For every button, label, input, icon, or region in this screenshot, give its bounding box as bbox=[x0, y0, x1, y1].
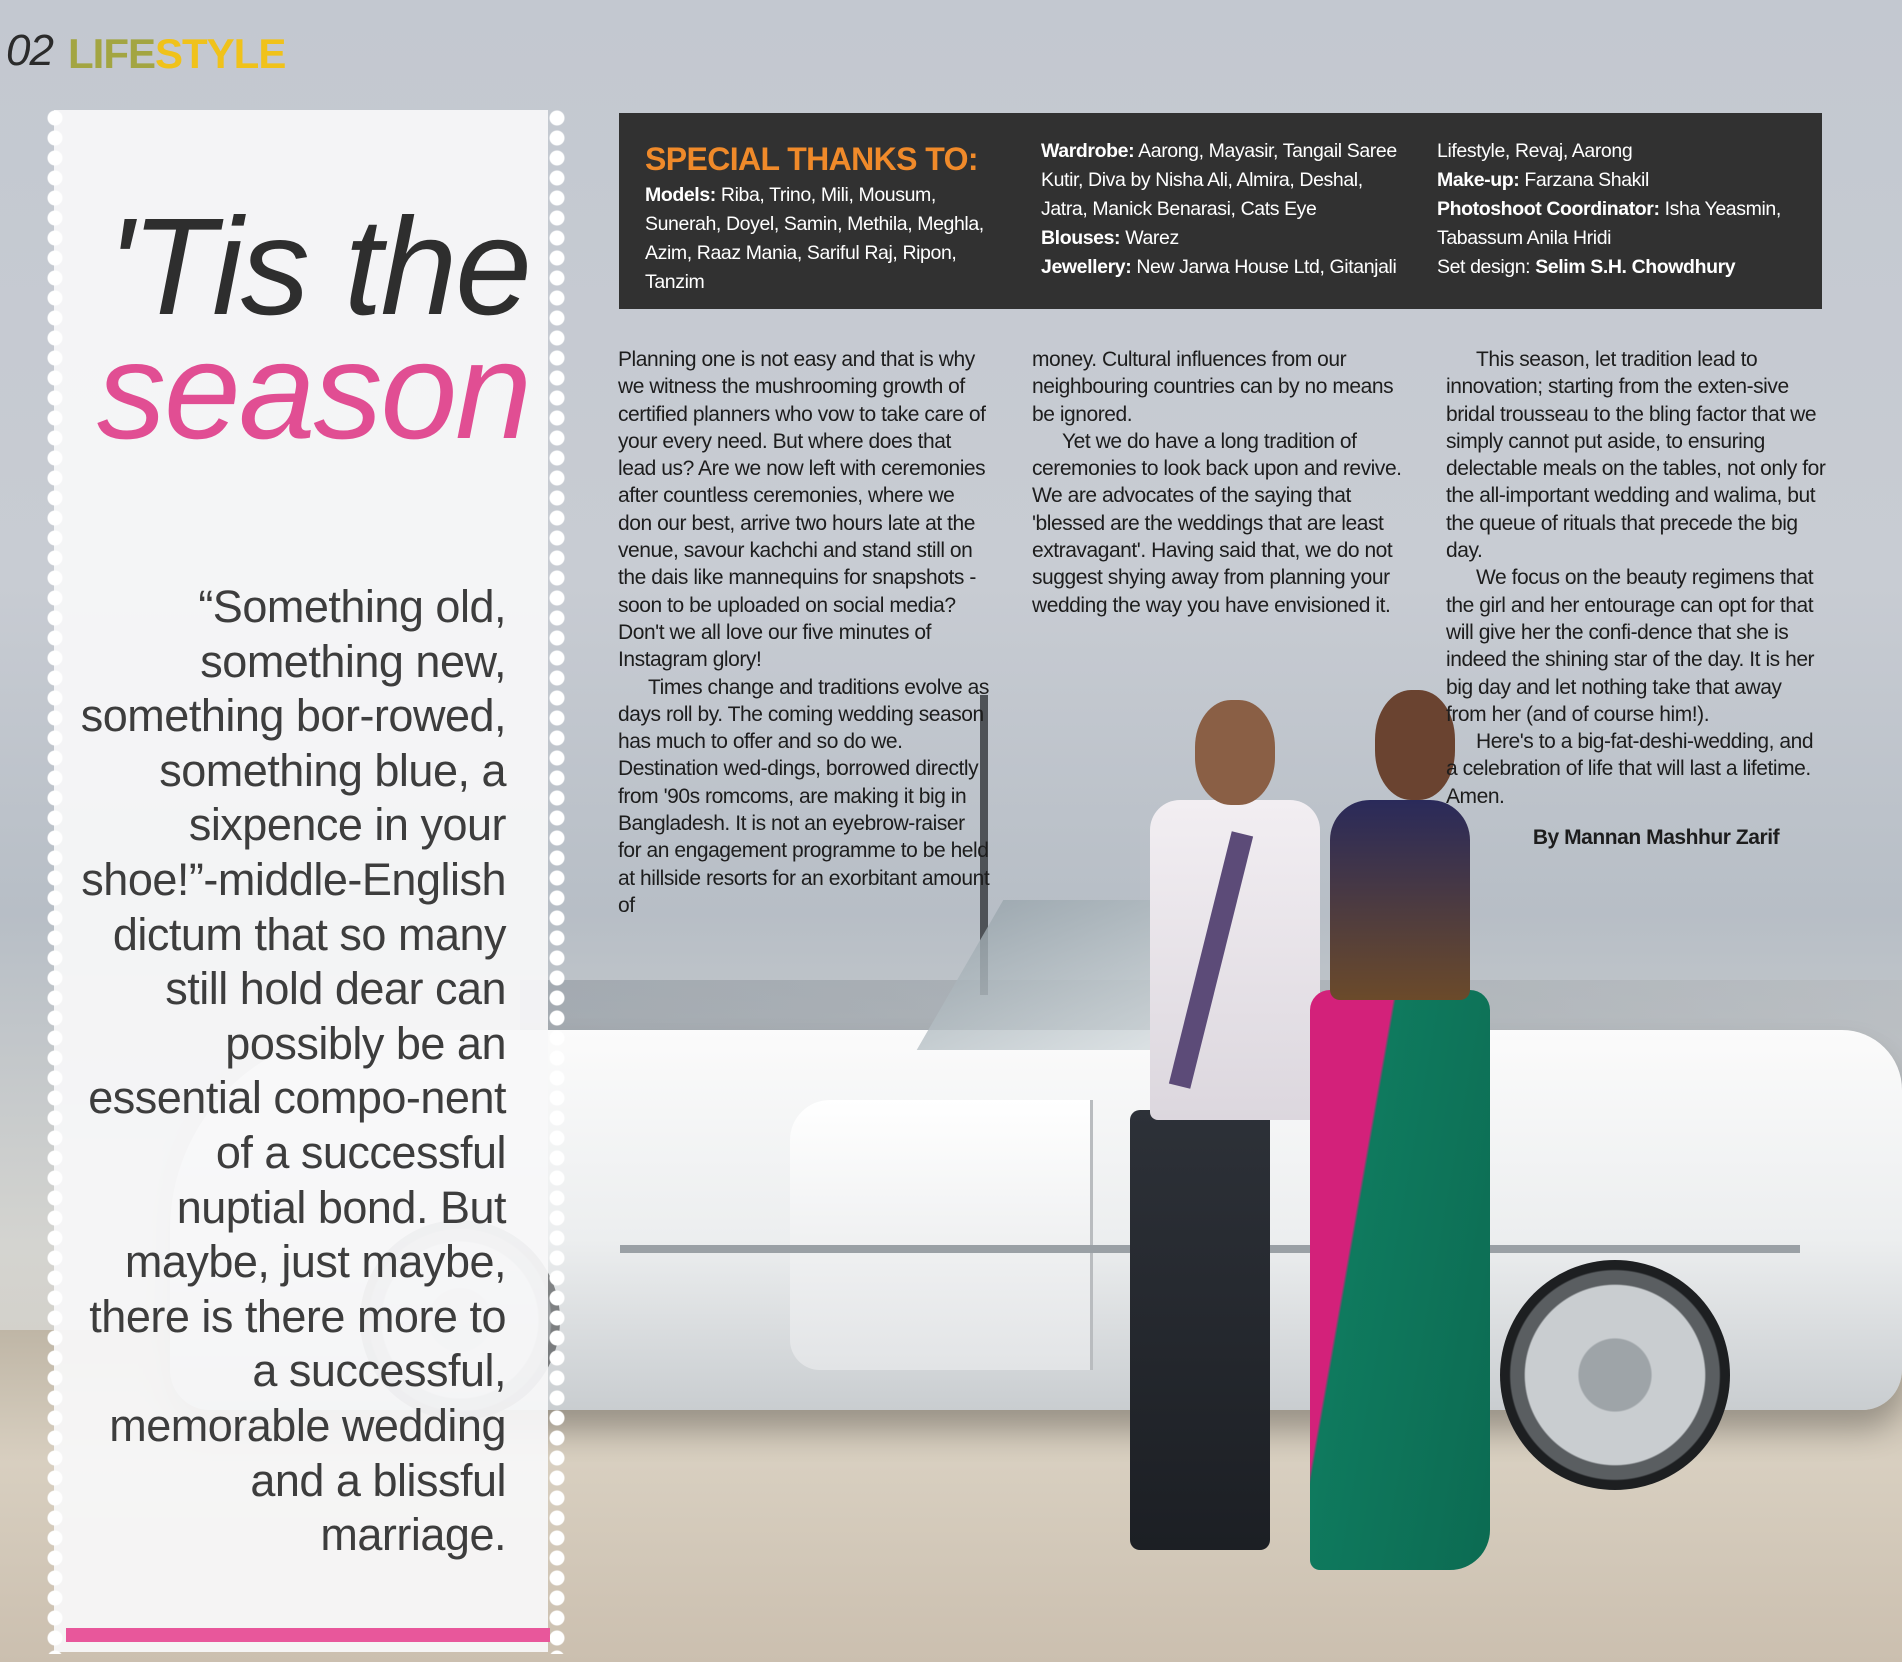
makeup-label: Make-up: bbox=[1437, 169, 1520, 191]
section-life: LIFE bbox=[68, 30, 155, 77]
wardrobe-label: Wardrobe: bbox=[1041, 140, 1135, 162]
bride-saree bbox=[1310, 990, 1490, 1570]
article-paragraph: Yet we do have a long tradition of ceremonies to look back upon and revive. We are advocates of the saying that 'blessed are the weddings that are least extravagant'. Having said that, we do not suggest shying away from planning your wedding the way you have envisioned it. bbox=[1032, 429, 1402, 617]
article-column-3 bbox=[1446, 346, 1826, 851]
bride-head bbox=[1375, 690, 1455, 800]
page-number: 02 bbox=[6, 26, 53, 75]
pull-quote: “Something old, something new, something bor-rowed, something blue, a sixpence in your shoe!”-middle-English dictum that so many still hold dear can possibly be an essential compo-nent of a successful nuptial bond. But maybe, just maybe, there is there more to a successful, memorable wedding and a blissful marriage. bbox=[80, 581, 506, 1561]
article-paragraph: Here's to a big-fat-deshi-wedding, and a celebration of life that will last a lifetime. Amen. bbox=[1446, 730, 1814, 808]
car-rear-wheel bbox=[1500, 1260, 1730, 1490]
author-byline: By Mannan Mashhur Zarif bbox=[1532, 826, 1780, 850]
special-thanks-box bbox=[619, 113, 1822, 309]
blouses-label: Blouses: bbox=[1041, 227, 1121, 249]
set-design-label: Set design: bbox=[1437, 256, 1531, 278]
perforation-left bbox=[47, 108, 63, 1654]
jewellery-label: Jewellery: bbox=[1041, 256, 1132, 278]
photoshoot-label: Photoshoot Coordinator: bbox=[1437, 198, 1660, 220]
article-column-1 bbox=[618, 346, 993, 919]
pink-accent-bar bbox=[66, 1628, 550, 1642]
jewellery-list-cont: Lifestyle, Revaj, Aarong bbox=[1437, 140, 1633, 162]
article-paragraph: This season, let tradition lead to innovation; starting from the exten-sive bridal trousseau to the bling factor that we simply cannot put aside, to ensuring delectable meals on the tables, not only for the all-important wedding and walima, but the queue of rituals that precede the big day. bbox=[1446, 348, 1826, 563]
thanks-column-1 bbox=[645, 137, 1005, 297]
section-logo bbox=[68, 30, 285, 78]
car-door bbox=[790, 1100, 1093, 1370]
perforation-right bbox=[549, 108, 565, 1654]
wardrobe-list: Aarong, Mayasir, Tangail Saree Kutir, Diva by Nisha Ali, Almira, Deshal, Jatra, Manick Benarasi, Cats Eye bbox=[1041, 140, 1397, 220]
headline-line-1: 'Tis the bbox=[106, 190, 530, 344]
groom-trousers bbox=[1130, 1110, 1270, 1550]
article-paragraph: money. Cultural influences from our neighbouring countries can by no means be ignored. bbox=[1032, 348, 1394, 426]
article-paragraph: Planning one is not easy and that is why we witness the mushrooming growth of certified planners who vow to take care of your every need. But where does that lead us? Are we now left with ceremonies after countless ceremonies, where we don our best, arrive two hours late at the venue, savour kachchi and stand still on the dais like mannequins for snapshots - soon to be uploaded on social media? Don't we all love our five minutes of Instagram glory! bbox=[618, 348, 986, 672]
blouses-list: Warez bbox=[1125, 227, 1179, 249]
photoshoot-credit: Isha Yeasmin, Tabassum Anila Hridi bbox=[1437, 198, 1781, 249]
models-label: Models: bbox=[645, 184, 716, 206]
article-column-2 bbox=[1032, 346, 1417, 619]
thanks-column-2 bbox=[1041, 137, 1411, 282]
section-style: STYLE bbox=[155, 30, 286, 77]
jewellery-list: New Jarwa House Ltd, Gitanjali bbox=[1136, 256, 1397, 278]
article-paragraph: We focus on the beauty regimens that the girl and her entourage can opt for that will give her the confi-dence that she is indeed the shining star of the day. It is her big day and let nothing take that away from her (and of course him!). bbox=[1446, 566, 1815, 726]
thanks-column-3 bbox=[1437, 137, 1807, 282]
set-design-credit: Selim S.H. Chowdhury bbox=[1535, 256, 1736, 278]
thanks-title: SPECIAL THANKS TO: bbox=[645, 141, 978, 177]
models-list: Riba, Trino, Mili, Mousum, Sunerah, Doyel, Samin, Methila, Meghla, Azim, Raaz Mania, Sariful Raj, Ripon, Tanzim bbox=[645, 184, 984, 293]
headline-line-2: season bbox=[97, 314, 530, 468]
headline bbox=[90, 190, 530, 468]
groom-head bbox=[1195, 700, 1275, 805]
article-paragraph: Times change and traditions evolve as days roll by. The coming wedding season has much to offer and so do we. Destination wed-dings, borrowed directly from '90s romcoms, are making it big in Bangladesh. It is not an eyebrow-raiser for an engagement programme to be held at hillside resorts for an exorbitant amount of bbox=[618, 675, 990, 917]
makeup-credit: Farzana Shakil bbox=[1524, 169, 1649, 191]
